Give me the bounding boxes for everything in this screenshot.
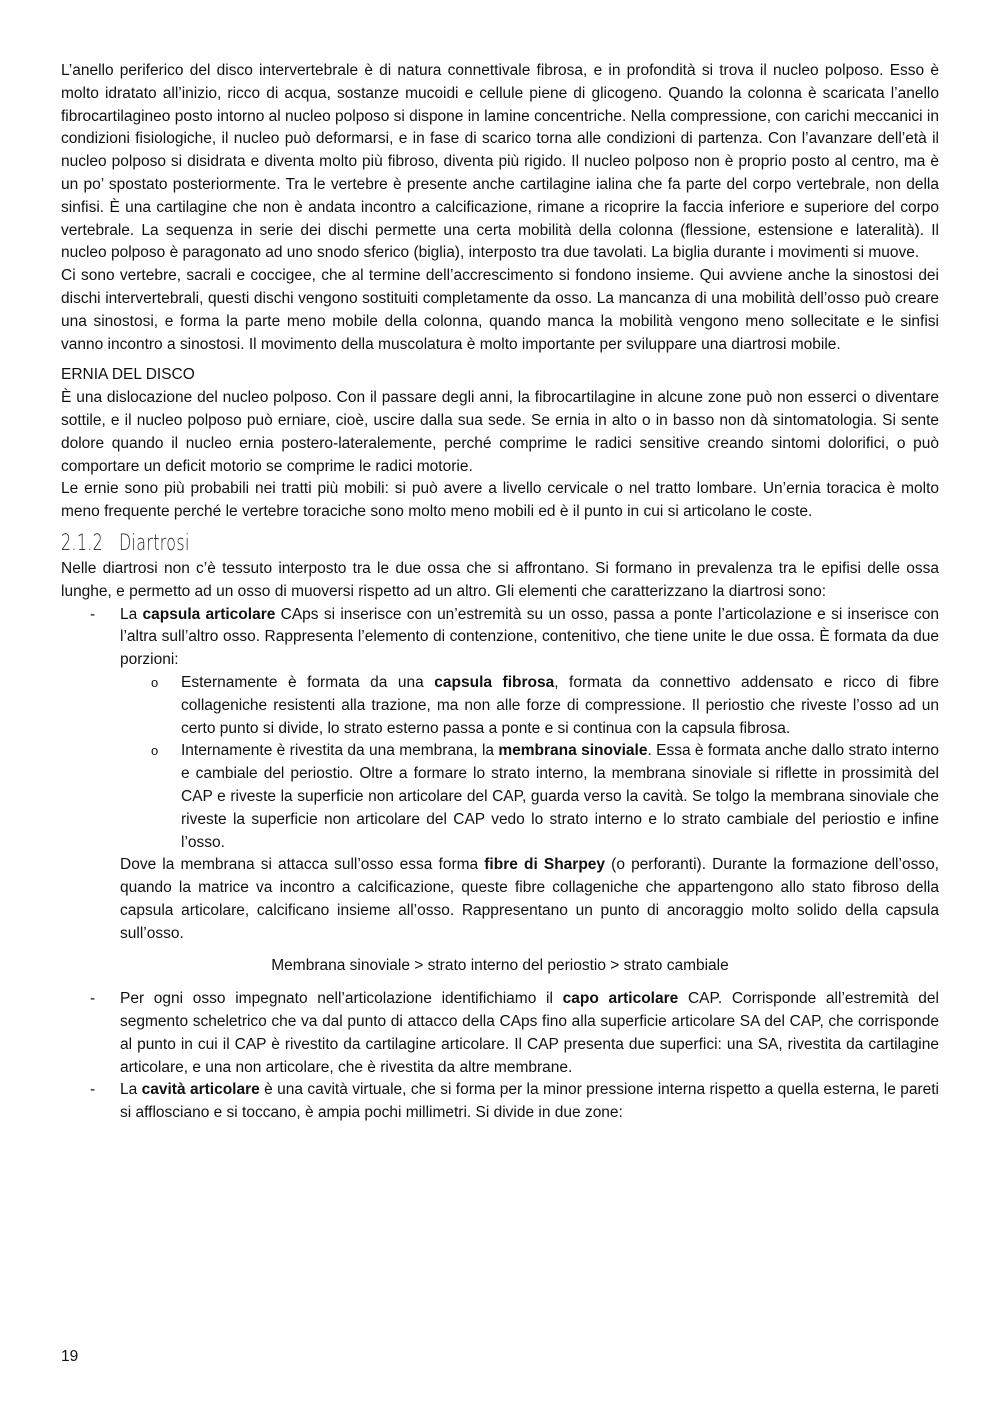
- term-capsula-fibrosa: capsula fibrosa: [434, 673, 555, 691]
- hernia-heading: ERNIA DEL DISCO: [61, 366, 195, 384]
- list-item-capsula: - La capsula articolare CAps si inserisce con un’estremità su un osso, passa a ponte l’articolazione e si inserisce con l’altra sull’altro osso. Rappresenta l’elemento di contenzione, contenitivo, che tiene unite le due ossa. È formata da due porzioni:: [90, 605, 939, 669]
- circle-bullet: o: [151, 743, 159, 759]
- page-number: 19: [61, 1348, 79, 1365]
- sublist-item-membrana-sinoviale: o Internamente è rivestita da una membrana, la membrana sinoviale. Essa è formata anche dallo strato interno e cambiale del periostio. Oltre a formare lo strato interno, la membrana sinoviale si riflette in prossimità del CAP e riveste la superficie non articolare del CAP, guarda verso la cavità. Se tolgo la membrana sinoviale che riveste la superficie non articolare del CAP vedo lo strato interno e lo strato cambiale del periostio e infine l’osso.: [151, 742, 939, 851]
- section-heading: [61, 530, 693, 558]
- paragraph-synostosis: Ci sono vertebre, sacrali e coccigee, che al termine dell’accrescimento si fondono insieme. Qui avviene anche la sinostosi dei dischi intervertebrali, questi dischi vengono sostituiti completamente da osso. La mancanza di una mobilità dell’osso può creare una sinostosi, e forma la parte meno mobile della colonna, quando manca la mobilità vengono meno sollecitate e le sinfisi vanno incontro a sinostosi. Il movimento della muscolatura è molto importante per sviluppare una diartrosi mobile.: [61, 267, 939, 353]
- dash-bullet: -: [90, 990, 96, 1008]
- paragraph-disc-anatomy: L’anello periferico del disco intervertebrale è di natura connettivale fibrosa, e in profondità si trova il nucleo polposo. Esso è molto idratato all’inizio, ricco di acqua, sostanze mucoidi e cellule piene di glicogeno. Quando la colonna è scaricata l’anello fibrocartilagineo posto intorno al nucleo polposo si dispone in lamine concentriche. Nella compressione, con carichi meccanici in condizioni fisiologiche, il nucleo può deformarsi, e in fase di scarico torna alle condizioni di partenza. Con l’avanzare dell’età il nucleo polposo si disidrata e diventa molto più fibroso, diventa più rigido. Il nucleo polposo non è proprio posto al centro, ma è un po’ spostato posteriormente. Tra le vertebre è presente anche cartilagine ialina che fa parte del corpo vertebrale, non della sinfisi. È una cartilagine che non è andata incontro a calcificazione, rimane a ricoprire la faccia inferiore e superiore del corpo vertebrale. La sequenza in serie dei dischi permette una certa mobilità della colonna (flessione, estensione e lateralità). Il nucleo polposo è paragonato ad uno snodo sferico (biglia), interposto tra due tavolati. La biglia durante i movimenti si muove.: [61, 62, 939, 262]
- term-capsula-articolare: capsula articolare: [142, 605, 276, 623]
- dash-bullet: -: [90, 605, 96, 623]
- section-title: Diartrosi: [118, 530, 190, 556]
- layer-sequence-line: Membrana sinoviale > strato interno del periostio > strato cambiale: [271, 957, 729, 975]
- paragraph-hernia-locations: Le ernie sono più probabili nei tratti più mobili: si può avere a livello cervicale o nel tratto lombare. Un’ernia toracica è molto meno frequente perché le vertebre toraciche sono molto meno mobili ed è il punto in cui si articolano le coste.: [61, 480, 939, 521]
- circle-bullet: o: [151, 674, 159, 690]
- paragraph-hernia-definition: È una dislocazione del nucleo polposo. Con il passare degli anni, la fibrocartilagine in alcune zone può non esserci o diventare sottile, e il nucleo polposo può erniare, cioè, uscire dalla sua sede. Se ernia in alto o in basso non dà sintomatologia. Si sente dolore quando il nucleo ernia postero-lateralemente, perché comprime le radici sensitive creando sintomi dolorifici, o può comportare un deficit motorio se comprime le radici motorie.: [61, 389, 939, 475]
- term-fibre-sharpey: fibre di Sharpey: [484, 856, 606, 874]
- paragraph-diartrosi-intro: Nelle diartrosi non c’è tessuto interposto tra le due ossa che si affrontano. Si formano in prevalenza tra le epifisi delle ossa lunghe, e permetto ad un osso di muoversi rispetto ad un altro. Gli elementi che caratterizzano la diartrosi sono:: [61, 559, 939, 600]
- paragraph-sharpey: Dove la membrana si attacca sull’osso essa forma fibre di Sharpey (o perforanti). Durante la formazione dell’osso, quando la matrice va incontro a calcificazione, queste fibre collageniche che appartengono allo stato fibroso della capsula articolare, calcificano insieme all’osso. Rappresentano un punto di ancoraggio molto solido della capsula sull’osso.: [120, 856, 939, 942]
- dash-bullet: -: [90, 1081, 96, 1099]
- page-body: [61, 60, 939, 1125]
- term-capo-articolare: capo articolare: [562, 990, 679, 1008]
- term-membrana-sinoviale: membrana sinoviale: [498, 742, 648, 760]
- term-cavita-articolare: cavità articolare: [141, 1081, 260, 1099]
- list-item-cavita-articolare: - La cavità articolare è una cavità virtuale, che si forma per la minor pressione interna rispetto a quella esterna, le pareti si afflosciano e si toccano, è ampia pochi millimetri. Si divide in due zone:: [90, 1081, 939, 1122]
- list-item-capo-articolare: - Per ogni osso impegnato nell’articolazione identifichiamo il capo articolare CAP. Corrisponde all’estremità del segmento scheletrico che va dal punto di attacco della CAps fino alla superficie articolare SA del CAP, che corrisponde al punto in cui il CAP è rivestito da cartilagine articolare. Il CAP presenta due superfici: una SA, rivestita da cartilagine articolare, e una non articolare, che è rivestita da altre membrane.: [90, 990, 939, 1076]
- sublist-item-capsula-fibrosa: o Esternamente è formata da una capsula fibrosa, formata da connettivo addensato e ricco di fibre collageniche resistenti alla trazione, ma non alle forze di compressione. Il periostio che riveste l’osso ad un certo punto si divide, lo strato esterno passa a ponte e si continua con la capsula fibrosa.: [151, 673, 939, 737]
- section-number: 2.1.2: [61, 530, 104, 556]
